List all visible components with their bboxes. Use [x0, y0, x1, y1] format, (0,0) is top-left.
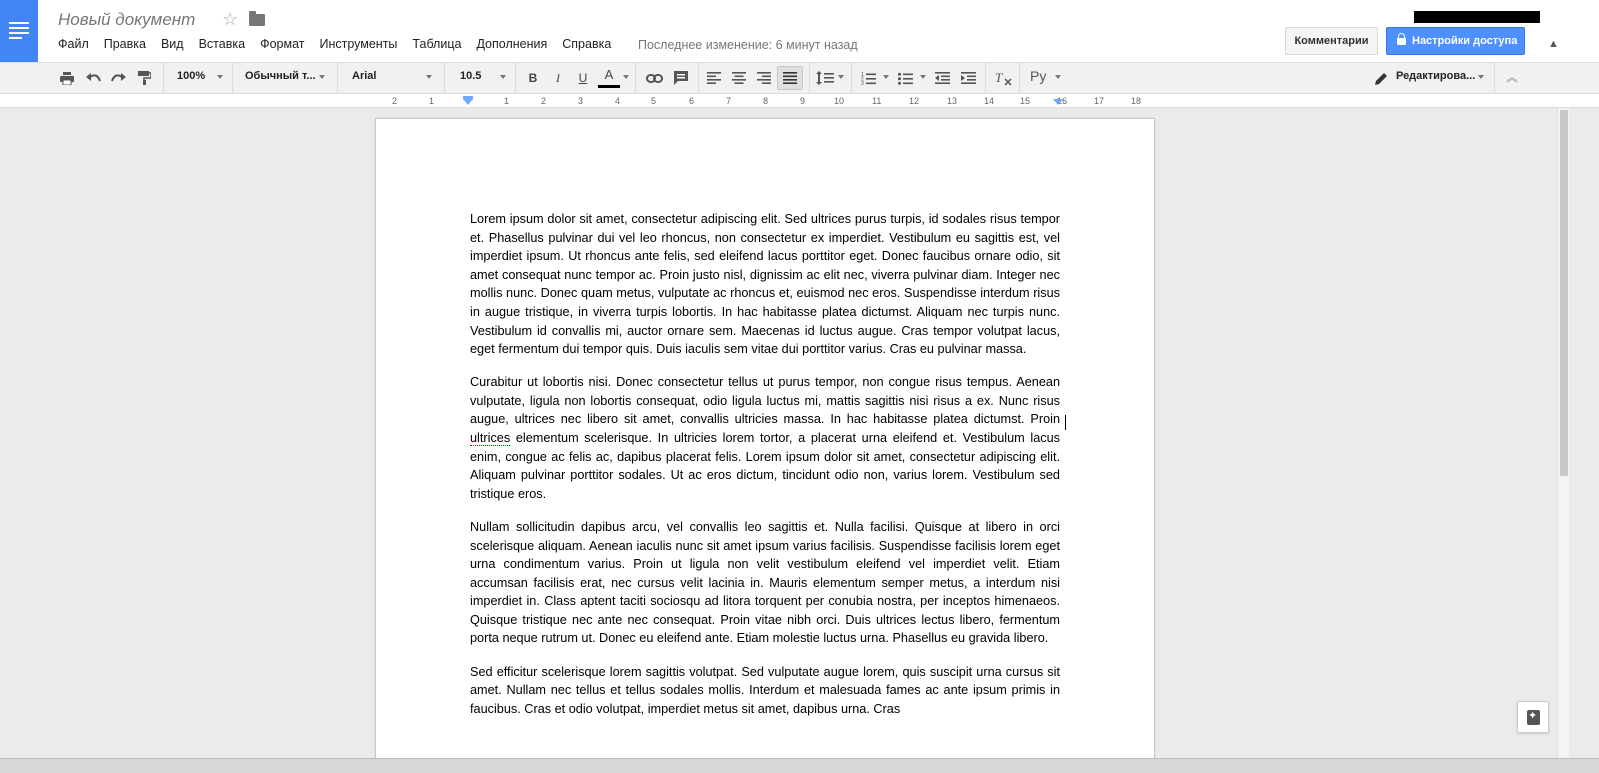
font-select[interactable]: Arial	[352, 70, 377, 82]
print-button[interactable]	[57, 66, 77, 90]
menu-bar	[58, 37, 626, 51]
logo-line	[9, 37, 22, 39]
clear-formatting-button[interactable]	[992, 66, 1014, 90]
increase-indent-icon	[961, 72, 976, 84]
toolbar-divider	[635, 63, 636, 94]
text-color-swatch	[598, 85, 620, 88]
star-icon[interactable]: ☆	[222, 9, 239, 29]
paragraph-text: Curabitur ut lobortis nisi. Donec consectetur tellus ut purus tempor, non congue risus tempus. Aenean vulputate, ligula non lobortis consequat, odio ligula luctus mi, mattis sagittis nisi risus a ex. Nunc risus augue, ultrices nec libero sit amet, convallis ultricies massa. In hac habitasse platea dictumst. Proin	[470, 375, 1060, 427]
toolbar	[0, 62, 1599, 94]
ruler-label: 7	[726, 96, 732, 106]
line-spacing-caret-icon	[838, 75, 844, 79]
pencil-icon	[1375, 72, 1388, 85]
document-page[interactable]	[375, 118, 1155, 773]
ruler-label: 2	[541, 96, 547, 106]
ruler-label: 3	[578, 96, 584, 106]
ruler-label: 2	[392, 96, 398, 106]
ruler-label: 17	[1094, 96, 1105, 106]
paragraph[interactable]	[470, 373, 1060, 503]
logo-line	[9, 22, 29, 24]
ruler-label: 14	[984, 96, 995, 106]
italic-button[interactable]: I	[556, 70, 560, 85]
share-button[interactable]	[1386, 27, 1525, 55]
paint-format-button[interactable]	[134, 66, 154, 90]
scrollbar-thumb[interactable]	[1560, 110, 1568, 476]
link-icon	[646, 74, 663, 83]
ruler-label: 4	[615, 96, 621, 106]
folder-icon[interactable]	[249, 14, 265, 26]
document-body[interactable]	[470, 210, 1060, 733]
font-caret-icon	[426, 75, 432, 79]
toolbar-divider	[698, 63, 699, 94]
scroll-up-icon[interactable]: ▲	[1548, 38, 1559, 50]
ruler-label: 10	[834, 96, 845, 106]
text-color-letter: A	[604, 67, 614, 82]
right-indent-marker[interactable]	[1053, 99, 1063, 105]
align-center-icon	[732, 72, 746, 84]
undo-button[interactable]	[83, 66, 103, 90]
size-caret-icon	[500, 75, 506, 79]
text-color-caret-icon	[623, 75, 629, 79]
decrease-indent-button[interactable]	[932, 66, 952, 90]
vertical-scrollbar[interactable]	[1557, 108, 1569, 773]
align-right-icon	[757, 72, 771, 84]
ruler-label: 5	[651, 96, 657, 106]
menu-help[interactable]: Справка	[562, 37, 612, 51]
line-spacing-button[interactable]	[814, 66, 836, 90]
misspelled-word[interactable]: ultrices	[470, 431, 511, 446]
toolbar-divider	[515, 63, 516, 94]
font-size-select[interactable]: 10.5	[460, 70, 482, 82]
menu-file[interactable]: Файл	[58, 37, 89, 51]
hide-menus-button[interactable]	[1502, 66, 1522, 90]
svg-text:T: T	[994, 71, 1002, 85]
paragraph-text: elementum scelerisque. In ultricies lorem tortor, a placerat urna eleifend et. Vestibulum lacus enim, congue ac felis ac, dapibus placerat felis. Lorem ipsum dolor sit amet, consectetur adipiscing elit. Aliquam pulvinar porttitor sodales. Ut ac eros dictum, tincidunt odio non, varius lorem. Vestibulum sed tristique eros.	[470, 431, 1061, 501]
left-indent-marker[interactable]	[463, 99, 473, 105]
paint-roller-icon	[138, 71, 151, 85]
style-select[interactable]: Обычный т...	[245, 70, 316, 82]
document-title[interactable]: Новый документ	[58, 10, 196, 29]
header	[0, 0, 1599, 62]
clear-formatting-icon	[995, 71, 1012, 85]
ruler-label: 6	[689, 96, 695, 106]
ruler-label: 13	[947, 96, 958, 106]
zoom-select[interactable]: 100%	[177, 70, 206, 82]
ruler[interactable]	[0, 94, 1599, 108]
explore-button[interactable]	[1517, 701, 1549, 733]
docs-logo[interactable]	[0, 0, 38, 62]
ruler-label: 12	[909, 96, 920, 106]
paragraph[interactable]: Nullam sollicitudin dapibus arcu, vel convallis leo sagittis et. Nulla facilisi. Quisque at libero in orci scelerisque aliquam. Aenean iaculis nunc sit amet ipsum varius facilisis. Suspendisse facilisis lorem eget urna condimentum varius. Proin ut ligula non velit vestibulum eleifend vel imperdiet velit. Etiam accumsan facilisis erat, nec cursus velit lacinia in. Mauris elementum semper metus, a interdum nisi imperdiet in. Class aptent taciti sociosqu ad litora torquent per conubia nostra, per inceptos himenaeos. Quisque tristique nec ante nec consequat. Proin vitae nibh orci. Duis ultrices lectus libero, fermentum porta neque rutrum ut. Donec eu eleifend ante. Etiam molestie luctus urna. Phasellus eu gravida libero.	[470, 519, 1060, 646]
increase-indent-button[interactable]	[958, 66, 978, 90]
ruler-label: 1	[429, 96, 435, 106]
bulleted-list-icon	[898, 72, 913, 85]
text-cursor	[1065, 415, 1066, 430]
bold-button[interactable]: B	[528, 71, 538, 85]
bulleted-list-caret-icon	[920, 75, 926, 79]
numbered-list-button[interactable]	[858, 66, 878, 90]
align-center-button[interactable]	[729, 66, 749, 90]
insert-comment-button[interactable]	[670, 66, 692, 90]
input-tools-button[interactable]: Ру	[1030, 68, 1047, 84]
bulleted-list-button[interactable]	[895, 66, 915, 90]
undo-icon	[86, 73, 101, 83]
align-right-button[interactable]	[754, 66, 774, 90]
numbered-list-caret-icon	[883, 75, 889, 79]
share-button-label: Настройки доступа	[1412, 35, 1518, 47]
toolbar-divider	[809, 63, 810, 94]
justify-button[interactable]	[777, 66, 803, 90]
account-redacted[interactable]	[1414, 11, 1540, 23]
menu-view[interactable]: Вид	[160, 37, 184, 51]
double-chevron-up-icon: ︽	[1506, 72, 1518, 84]
toolbar-divider	[985, 63, 986, 94]
svg-text:2: 2	[860, 76, 864, 82]
comment-icon	[674, 71, 688, 85]
menu-tools[interactable]: Инструменты	[319, 37, 398, 51]
ruler-label: 15	[1020, 96, 1031, 106]
menu-edit[interactable]: Правка	[103, 37, 146, 51]
ruler-label: 9	[800, 96, 806, 106]
mode-caret-icon	[1478, 75, 1484, 79]
print-icon	[60, 72, 74, 85]
paragraph[interactable]: Lorem ipsum dolor sit amet, consectetur adipiscing elit. Sed ultrices purus turpis, id sodales risus tempor et. Phasellus pulvinar dui vel leo rhoncus, non consectetur ex imperdiet. Vestibulum eu sagittis est, vel imperdiet ipsum. Ut rhoncus ante felis, sed eleifend lacus porttitor eget. Donec faucibus ornare odio, sit amet consequat nunc tempor ac. Proin justo nisl, dignissim ac elit nec, viverra pulvinar diam. Integer nec mollis nunc. Donec quam metus, vulputate ac rhoncus et, euismod nec eros. Suspendisse interdum risus in augue tristique, in viverra turpis lobortis. In hac habitasse platea dictumst. Aliquam nec turpis nunc. Vestibulum id convallis mi, auctor ornare sem. Maecenas id luctus augue. Cras tempor volutpat lacus, eget fermentum dui tempor quis. Duis iaculis sem vitae dui porttitor varius. Cras eu pulvinar massa.	[470, 212, 1060, 357]
numbered-list-icon	[861, 72, 876, 85]
redo-icon	[111, 73, 126, 83]
menu-table[interactable]: Таблица	[412, 37, 462, 51]
underline-button[interactable]: U	[578, 71, 588, 85]
align-justify-icon	[783, 72, 797, 84]
input-tools-caret-icon	[1055, 75, 1061, 79]
style-caret-icon	[319, 75, 325, 79]
toolbar-divider	[1494, 63, 1495, 94]
redo-button[interactable]	[108, 66, 128, 90]
editing-mode-select[interactable]: Редактирова...	[1396, 70, 1476, 82]
toolbar-divider	[337, 63, 338, 94]
comments-button[interactable]: Комментарии	[1285, 27, 1378, 55]
logo-line	[9, 32, 29, 34]
logo-line	[9, 27, 29, 29]
svg-text:1: 1	[860, 71, 864, 78]
zoom-caret-icon	[217, 75, 223, 79]
toolbar-divider	[851, 63, 852, 94]
paragraph[interactable]: Sed efficitur scelerisque lorem sagittis volutpat. Sed vulputate augue lorem, quis suscipit urna cursus sit amet. Nullam nec tellus et tellus sodales mollis. Interdum et malesuada fames ac ante ipsum primis in faucibus. Cras et odio volutpat, imperdiet metus sit amet, dapibus urna. Cras	[470, 664, 1060, 716]
ruler-label: 16	[1057, 96, 1068, 106]
menu-addons[interactable]: Дополнения	[476, 37, 548, 51]
ruler-label: 18	[1131, 96, 1142, 106]
toolbar-divider	[1019, 63, 1020, 94]
align-left-button[interactable]	[704, 66, 724, 90]
svg-text:3: 3	[860, 80, 864, 85]
last-edit-status[interactable]: Последнее изменение: 6 минут назад	[638, 38, 858, 52]
edit-mode-pencil	[1372, 66, 1390, 90]
align-left-icon	[707, 72, 721, 84]
toolbar-divider	[444, 63, 445, 94]
menu-insert[interactable]: Вставка	[198, 37, 246, 51]
ruler-label: 1	[504, 96, 510, 106]
decrease-indent-icon	[935, 72, 950, 84]
ruler-label: 8	[763, 96, 769, 106]
menu-format[interactable]: Формат	[260, 37, 305, 51]
lock-icon	[1397, 38, 1406, 45]
toolbar-divider	[232, 63, 233, 94]
insert-link-button[interactable]	[643, 66, 665, 90]
line-spacing-icon	[816, 71, 834, 85]
ruler-label: 11	[872, 96, 882, 106]
toolbar-divider	[163, 63, 164, 94]
document-canvas	[0, 109, 1599, 773]
explore-icon	[1527, 710, 1540, 725]
window-bottom-edge	[0, 758, 1599, 773]
